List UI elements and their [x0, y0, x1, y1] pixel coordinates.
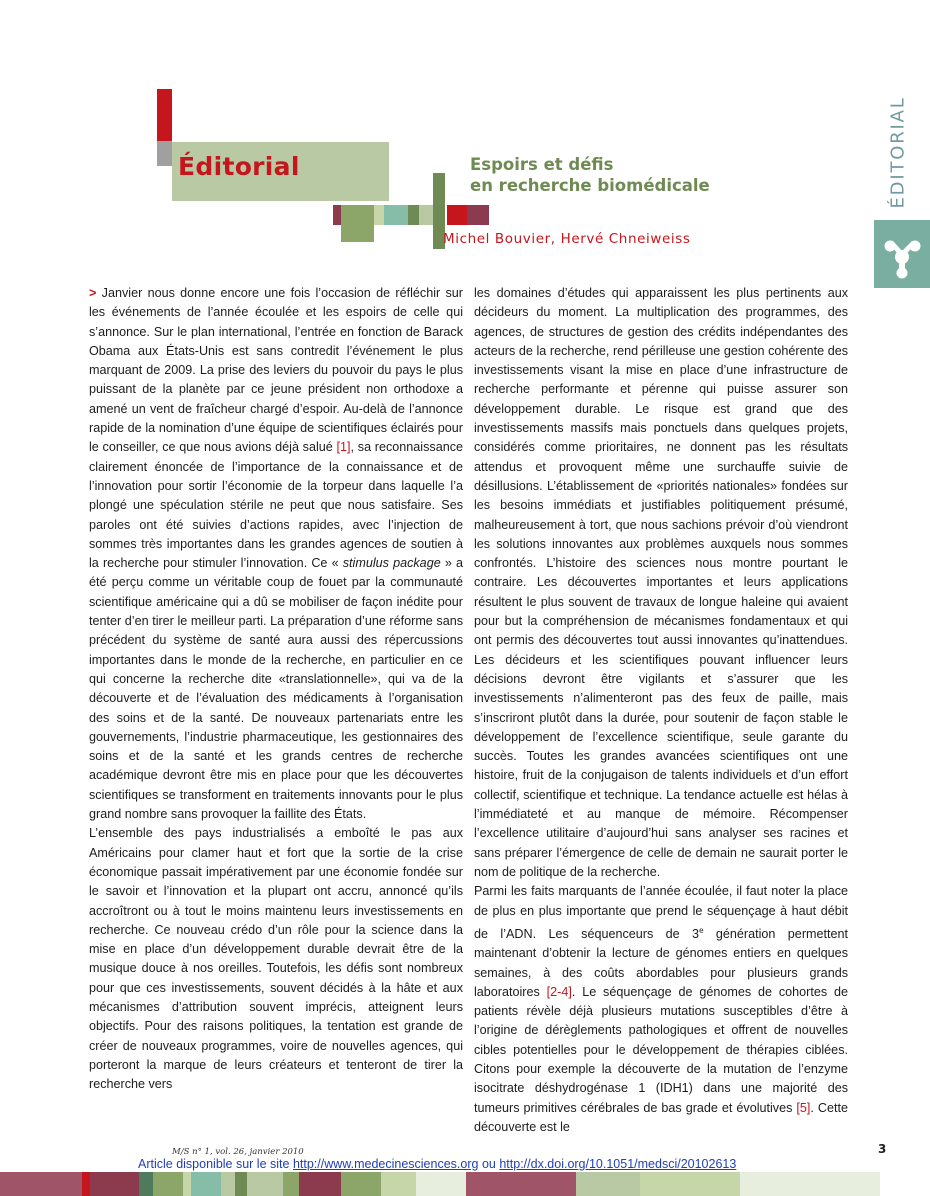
paragraph: L’ensemble des pays industrialisés a emboîté le pas aux Américains pour clamer haut et fort que la sortie de la crise économique passait impérativement par une économie fondée sur le savoir et l’innovation et la plupart ont accru, annoncé qu’ils accroîtront ou à tout le moins maintenu leurs investissements en recherche. Ce nouveau crédo d’un rôle pour la science dans la mise en place d’un développement durable devrait être de la musique douce à nos oreilles. Toutefois, les défis sont nombreux pour que ces investissements, souvent décidés à la hâte et aux mécanismes d’attribution souvent imprécis, atteignent leurs objectifs. Pour des raisons politiques, la tentation est grande de créer de nouveaux programmes, voire de nouvelles agences, qui porteront la marque de leurs créateurs et tenteront de tirer la recherche vers	[89, 826, 463, 1092]
subtitle-line-2: en recherche biomédicale	[470, 176, 710, 195]
footer-color-bar	[0, 1172, 880, 1196]
decor-lime-block	[374, 205, 384, 225]
section-title: Éditorial	[178, 152, 300, 181]
article-subtitle	[470, 154, 710, 196]
journal-meta: M/S n° 1, vol. 26, janvier 2010	[172, 1147, 304, 1157]
subtitle-line-1: Espoirs et défis	[470, 155, 614, 174]
availability-note: Article disponible sur le site http://www.medecinesciences.org ou http://dx.doi.org/10.1051/medsci/20102613	[138, 1157, 737, 1171]
decor-red-block	[447, 205, 467, 225]
site-link[interactable]: http://www.medecinesciences.org	[292, 1157, 479, 1171]
decor-olive-block	[341, 205, 374, 242]
side-label-text: ÉDITORIAL	[887, 96, 909, 209]
side-badge	[874, 220, 930, 288]
decor-teal-block	[384, 205, 408, 225]
reference-link[interactable]: [5]	[796, 1100, 811, 1115]
reference-link[interactable]: [1]	[336, 440, 351, 455]
page-number: 3	[878, 1142, 887, 1156]
reference-link[interactable]: [2-4]	[546, 984, 572, 999]
superscript: e	[699, 925, 704, 935]
chevron-right-icon: >	[89, 286, 97, 300]
left-column	[89, 284, 463, 1094]
doi-link[interactable]: http://dx.doi.org/10.1051/medsci/20102613	[499, 1157, 737, 1171]
paragraph: les domaines d’études qui apparaissent les plus pertinents aux décideurs du moment. La multiplication des programmes, des agences, de structures de gestion des crédits indépendantes des acteurs de la recherche, rend périlleuse une gestion cohérente des investissements visant la mise en place d’une infrastructure de recherche performante et pérenne qui puisse assurer son développement durable. Le risque est grand que des investissements massifs mais ponctuels dans quelques projets, considérés comme prioritaires, ne donnent pas les résultats attendus et provoquent même une surchauffe suivie de désillusions. L’établissement de «priorités nationales» fondées sur les besoins immédiats et justifiables politiquement présumé, malheureusement à tort, que nous sachions prévoir d’où viendront les solutions innovantes aux problèmes auxquels nous sommes confrontés. L’histoire des sciences nous montre pourtant le contraire. Les découvertes importantes et leurs applications résultent le plus souvent de travaux de longue haleine qui avaient pour but la compréhension de mécanismes fondamentaux et qui ont permis des découvertes tout aussi innovantes qu’inattendues. Les décideurs et les scientifiques pouvant influencer leurs décisions devront être vigilants et s’assurer que les investissements n’alimenteront pas des feux de paille, mais s’inscriront plutôt dans la durée, pour soutenir de façon stable le développement de l’excellence scientifique, seule garante du succès. Toutes les grandes avancées scientifiques ont une histoire, fruit de la conjugaison de talents individuels et d’un effort collectif, scientifique et technique. La tendance actuelle est hélas à l’immédiateté et au manque de mémoire. Récompenser l’excellence utilitaire d’aujourd’hui sans analyser ses racines et sans préparer l’émergence de celle de demain ne saurait porter le nom de politique de la recherche.	[474, 286, 848, 879]
decor-mauve-block-2	[467, 205, 489, 225]
italic-term: stimulus package	[342, 556, 441, 571]
paragraph: Parmi les faits marquants de l’année écoulée, il faut noter la place de plus en plus importante que prend le séquençage à haut débit de l’ADN. Les séquenceurs de 3e génération permettent maintenant d’obtenir la lecture de génomes entiers en quelques semaines, à des coûts abordables pour plusieurs grands laboratoires [2-4]. Le séquençage de génomes de cohortes de patients révèle déjà plusieurs mutations susceptibles d’être à l’origine de dérèglements pathologiques et offrent de nouvelles cibles potentielles pour le développement de thérapies ciblées. Citons pour exemple la découverte de la mutation de l’enzyme isocitrate déshydrogénase 1 (IDH1) dans une majorité des tumeurs primitives cérébrales de bas grade et évolutives [5]. Cette découverte est le	[474, 884, 849, 1134]
decor-red-bar	[157, 89, 172, 141]
molecule-icon	[874, 220, 930, 288]
authors: Michel Bouvier, Hervé Chneiweiss	[443, 231, 691, 247]
decor-gray-block	[157, 141, 172, 166]
section-side-label	[878, 96, 918, 216]
right-column	[474, 284, 848, 1137]
decor-lightgreen-block	[419, 205, 433, 225]
paragraph: > Janvier nous donne encore une fois l’occasion de réfléchir sur les événements de l’année écoulée et les espoirs de celle qui s’annonce. Sur le plan international, l’entrée en fonction de Barack Obama aux États-Unis est sans contredit l’événement le plus marquant de 2009. La prise des leviers du pouvoir du pays le plus puissant de la planète par ce jeune président non orthodoxe a amené un vent de fraîcheur chargé d’espoir. Au-delà de l’annonce rapide de la nomination d’une équipe de scientifiques éclairés pour le conseiller, ce que nous avions déjà salué [1], sa reconnaissance clairement énoncée de l’importance de la connaissance et de l’innovation pour sortir l’économie de la torpeur dans laquelle l’a plongé une spéculation stérile ne peut que nous satisfaire. Ses paroles ont été suivies d’actions rapides, avec l’injection de sommes très importantes dans les grandes agences de soutien à la recherche pour stimuler l’innovation. Ce « stimulus package » a été perçu comme un véritable coup de fouet par la communauté scientifique américaine qui a dû se mobiliser de façon inédite pour tenter d’en tirer le meilleur parti. La préparation d’une réforme sans précédent du système de santé aura aussi des répercussions importantes dans le monde de la recherche, en particulier en ce qui concerne la recherche dite «translationnelle», qui va de la découverte et de l’évaluation des médicaments à l’organisation des soins et de la santé. De nouveaux partenariats entre les gouvernements, l’industrie pharmaceutique, les gestionnaires des soins et de la santé et les grands centres de recherche académique devront être mis en place pour que les découvertes scientifiques se transforment en traitements innovants pour le plus grand nombre sans provoquer la faillite des États.	[89, 286, 464, 822]
